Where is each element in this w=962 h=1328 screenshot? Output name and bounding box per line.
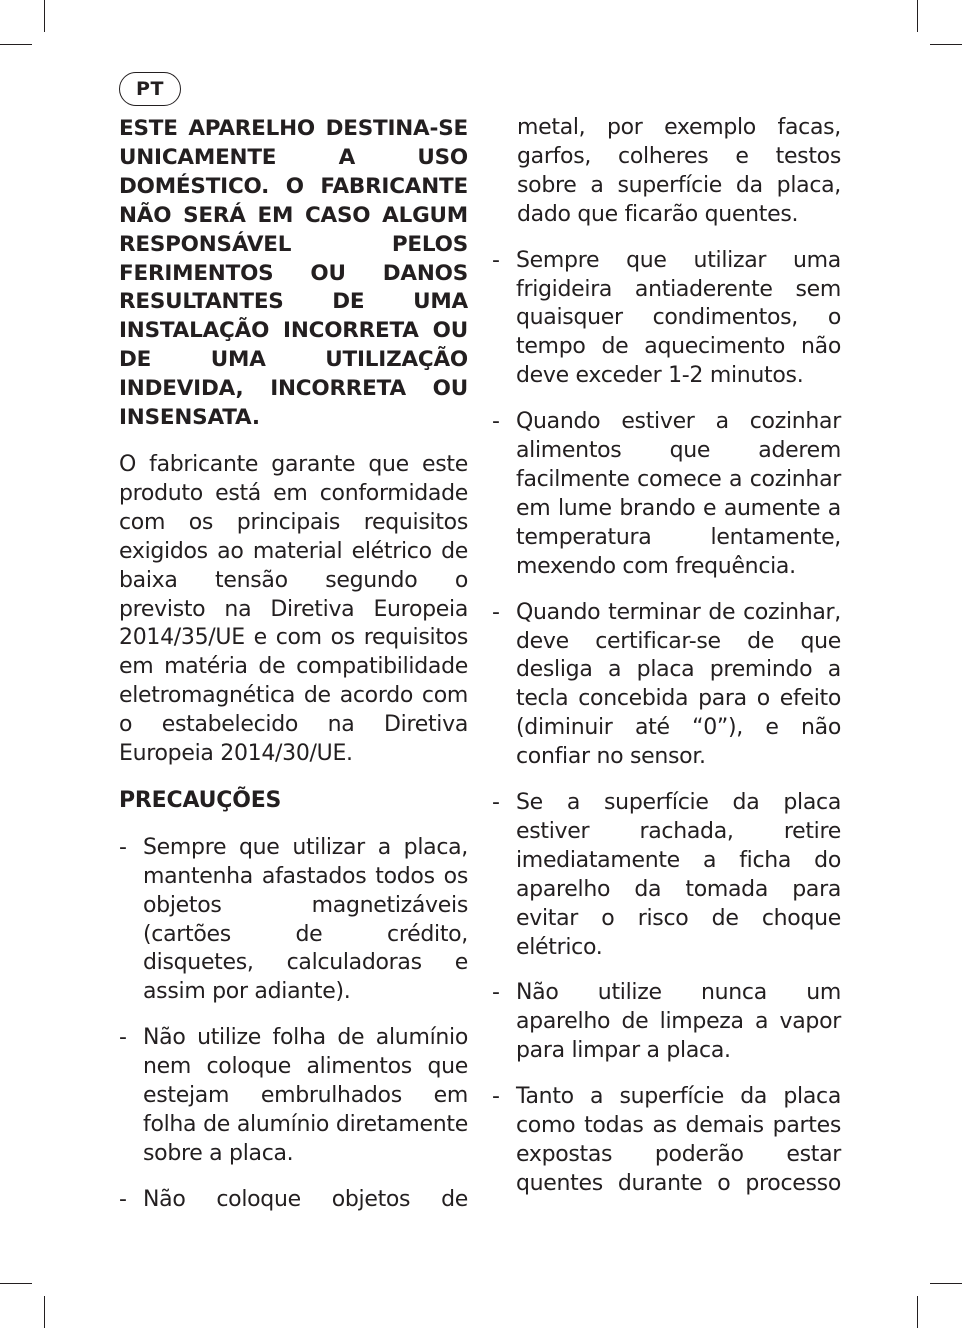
crop-mark <box>0 1283 32 1284</box>
list-item-text: Se a superfície da placa estiver rachada, retire imediatamente a ficha do aparelho da tomada para evitar o risco de choque elétrico. <box>516 790 841 960</box>
bullet-dash: - <box>492 247 500 273</box>
crop-mark <box>44 1296 45 1328</box>
list-item <box>119 1024 468 1169</box>
compliance-paragraph: O fabricante garante que este produto está em conformidade com os principais requisitos exigidos ao material elétrico de baixa tensão segundo o previsto na Diretiva Europeia 2014/35/UE e com os requisitos em matéria de compatibilidade eletromagnética de acordo com o estabelecido na Diretiva Europeia 2014/30/UE. <box>119 451 468 767</box>
list-item-text: Não coloque objetos de <box>143 1186 468 1212</box>
left-column <box>119 115 468 1232</box>
list-item <box>492 789 841 962</box>
language-badge: PT <box>119 72 181 106</box>
list-item-text: Tanto a superfície da placa como todas as demais partes expostas poderão estar quentes durante o processo <box>516 1084 841 1196</box>
crop-mark <box>0 44 32 45</box>
list-item-text: Não utilize folha de alumínio nem coloque alimentos que estejam embrulhados em folha de alumínio diretamente sobre a placa. <box>143 1025 468 1166</box>
bullet-dash: - <box>492 409 500 435</box>
crop-mark <box>930 1283 962 1284</box>
list-item-text: Não utilize nunca um aparelho de limpeza a vapor para limpar a placa. <box>516 980 841 1064</box>
list-item-text: Quando estiver a cozinhar alimentos que aderem facilmente comece a cozinhar em lume brando e aumente a temperatura lentamente, mexendo com frequência. <box>516 409 841 579</box>
crop-mark <box>930 44 962 45</box>
precautions-heading: PRECAUÇÕES <box>119 787 282 813</box>
bullet-dash: - <box>119 1186 127 1212</box>
bullet-dash: - <box>492 599 500 625</box>
list-item <box>119 1186 468 1215</box>
domestic-use-warning: ESTE APARELHO DESTINA-SE UNICAMENTE A USO DOMÉSTICO. O FABRICANTE NÃO SERÁ EM CASO ALGUM RESPONSÁVEL PELOS FERIMENTOS OU DANOS RESULTANTES DE UMA INSTALAÇÃO INCORRETA OU DE UMA UTILIZAÇÃO INDEVIDA, INCORRETA OU INSENSATA. <box>119 116 468 431</box>
list-item <box>492 408 841 581</box>
list-item <box>492 247 841 392</box>
list-item <box>492 979 841 1066</box>
list-item-text: Sempre que utilizar a placa, mantenha afastados todos os objetos magnetizáveis (cartões de crédito, disquetes, calculadoras e assim por adiante). <box>143 834 468 1005</box>
crop-mark <box>44 0 45 32</box>
bullet-dash: - <box>119 1025 127 1051</box>
crop-mark <box>917 1296 918 1328</box>
list-item-text: Quando terminar de cozinhar, deve certificar-se de que desliga a placa premindo a tecla concebida para o efeito (diminuir até “0”), e não confiar no sensor. <box>516 599 841 770</box>
right-column <box>492 114 841 1216</box>
bullet-dash: - <box>492 1084 500 1110</box>
list-item <box>492 599 841 772</box>
list-item <box>119 834 468 1007</box>
list-item-text: Sempre que utilizar uma frigideira antiaderente sem quaisquer condimentos, o tempo de aquecimento não deve exceder 1-2 minutos. <box>516 247 841 389</box>
continued-list-item-text: metal, por exemplo facas, garfos, colheres e testos sobre a superfície da placa, dado que ficarão quentes. <box>517 115 841 227</box>
bullet-dash: - <box>119 834 127 860</box>
list-item <box>492 1083 841 1199</box>
crop-mark <box>917 0 918 32</box>
bullet-dash: - <box>492 790 500 816</box>
bullet-dash: - <box>492 980 500 1006</box>
